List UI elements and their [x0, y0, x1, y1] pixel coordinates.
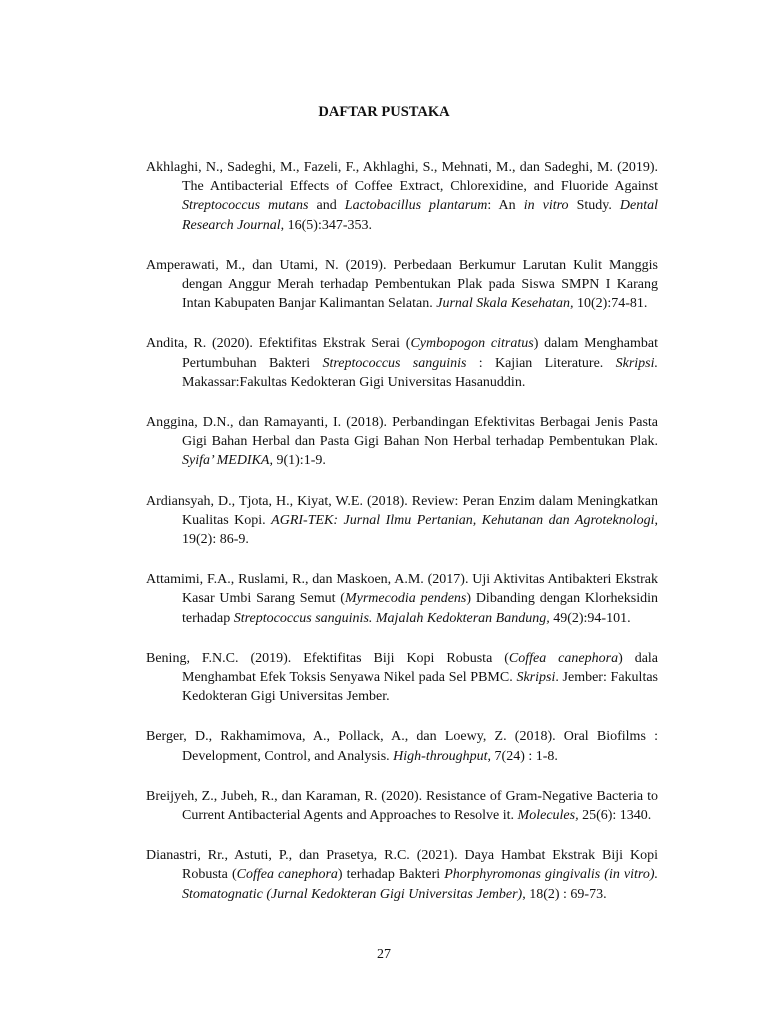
reference-text: Amperawati, M., dan Utami, N. (2019). Perbedaan Berkumur Larutan Kulit Manggis dengan Anggur Merah terhadap Pembentukan Plak pada Siswa SMPN I Karang Intan Kabupaten Banjar Kalimantan Selatan.: [146, 257, 658, 312]
reference-italic-text: Dental Research Journal: [182, 198, 659, 233]
reference-italic-text: Coffea canephora: [236, 867, 338, 883]
reference-text: 49(2):94-101.: [549, 610, 631, 626]
reference-text: 9(1):1-9.: [272, 453, 326, 469]
reference-text: , 16(5):347-353.: [280, 217, 373, 233]
reference-text: Study.: [568, 198, 620, 214]
reference-text: ) terhadap Bakteri: [337, 867, 445, 883]
reference-italic-text: Streptococcus sanguinis: [322, 355, 467, 371]
page-number: 27: [377, 947, 391, 962]
reference-text: Bening, F.N.C. (2019). Efektifitas Biji Kopi Robusta (: [146, 650, 509, 666]
reference-list: [146, 158, 658, 925]
reference-italic-text: Skripsi.: [615, 355, 658, 371]
reference-entry: [146, 334, 658, 392]
reference-text: 10(2):74-81.: [573, 296, 648, 312]
reference-text: , 19(2): 86-9.: [182, 512, 658, 548]
reference-italic-text: Skripsi: [516, 670, 556, 686]
reference-entry: [146, 492, 658, 550]
reference-text: : Kajian Literature.: [466, 355, 616, 371]
reference-text: Attamimi, F.A., Ruslami, R., dan Maskoen, A.M. (2017). Uji Aktivitas Antibakteri Ekstrak Kasar Umbi Sarang Semut (: [146, 572, 658, 607]
reference-entry: [146, 846, 658, 904]
reference-text: and: [308, 198, 345, 214]
reference-italic-text: Jurnal Skala Kesehatan,: [436, 296, 574, 312]
reference-entry: [146, 570, 658, 628]
reference-text: . Jember: Fakultas Kedokteran Gigi Universitas Jember.: [182, 670, 658, 705]
reference-entry: [146, 727, 658, 765]
reference-italic-text: Coffea canephora: [508, 650, 619, 666]
reference-entry: [146, 649, 658, 707]
reference-text: ) dala Menghambat Efek Toksis Senyawa Nikel pada Sel PBMC.: [182, 650, 659, 686]
reference-text: Breijyeh, Z., Jubeh, R., dan Karaman, R. (2020). Resistance of Gram-Negative Bacteria to Current Antibacterial Agents and Approaches to Resolve it.: [146, 788, 658, 824]
reference-entry: [146, 413, 658, 471]
reference-italic-text: Cymbopogon citratus: [410, 336, 534, 352]
reference-entry: [146, 256, 658, 314]
reference-text: Ardiansyah, D., Tjota, H., Kiyat, W.E. (2018). Review: Peran Enzim dalam Meningkatkan Kualitas Kopi.: [146, 493, 658, 528]
reference-text: Makassar:Fakultas Kedokteran Gigi Universitas Hasanuddin.: [182, 374, 526, 390]
page-title: DAFTAR PUSTAKA: [318, 104, 450, 120]
reference-italic-text: Phorphyromonas gingivalis (in vitro). Stomatognatic (Jurnal Kedokteran Gigi Universitas Jember): [182, 867, 658, 902]
reference-text: Dianastri, Rr., Astuti, P., dan Prasetya, R.C. (2021). Daya Hambat Ekstrak Biji Kopi Robusta (: [146, 848, 658, 883]
reference-text: Akhlaghi, N., Sadeghi, M., Fazeli, F., Akhlaghi, S., Mehnati, M., dan Sadeghi, M. (2019). The Antibacterial Effects of Coffee Extract, Chlorexidine, and Fluoride Against: [146, 160, 658, 195]
reference-entry: [146, 787, 658, 825]
reference-text: ) Dibanding dengan Klorheksidin terhadap: [182, 591, 658, 626]
reference-text: ) dalam Menghambat Pertumbuhan Bakteri: [182, 336, 658, 371]
reference-italic-text: Myrmecodia pendens: [344, 591, 467, 607]
reference-italic-text: Molecules,: [517, 808, 579, 824]
reference-text: Berger, D., Rakhamimova, A., Pollack, A., dan Loewy, Z. (2018). Oral Biofilms : Development, Control, and Analysis.: [146, 729, 658, 764]
reference-text: , 7(24) : 1-8.: [487, 748, 558, 764]
reference-text: Andita, R. (2020). Efektifitas Ekstrak Serai (: [146, 336, 411, 352]
reference-italic-text: AGRI-TEK: Jurnal Ilmu Pertanian, Kehutanan dan Agroteknologi: [271, 512, 655, 528]
reference-italic-text: Lactobacillus plantarum: [344, 198, 488, 214]
reference-italic-text: High-throughput: [393, 748, 488, 764]
reference-italic-text: Syifa’ MEDIKA,: [182, 453, 273, 469]
reference-text: : An: [487, 198, 524, 214]
reference-text: , 18(2) : 69-73.: [522, 886, 607, 902]
reference-italic-text: in vitro: [523, 198, 569, 214]
reference-text: Anggina, D.N., dan Ramayanti, I. (2018). Perbandingan Efektivitas Berbagai Jenis Pasta Gigi Bahan Herbal dan Pasta Gigi Bahan Non Herbal terhadap Pembentukan Plak.: [146, 415, 658, 450]
reference-entry: [146, 158, 658, 235]
reference-italic-text: Streptococcus mutans: [182, 198, 309, 214]
reference-italic-text: Streptococcus sanguinis. Majalah Kedokteran Bandung,: [233, 610, 550, 626]
reference-text: 25(6): 1340.: [578, 808, 652, 824]
